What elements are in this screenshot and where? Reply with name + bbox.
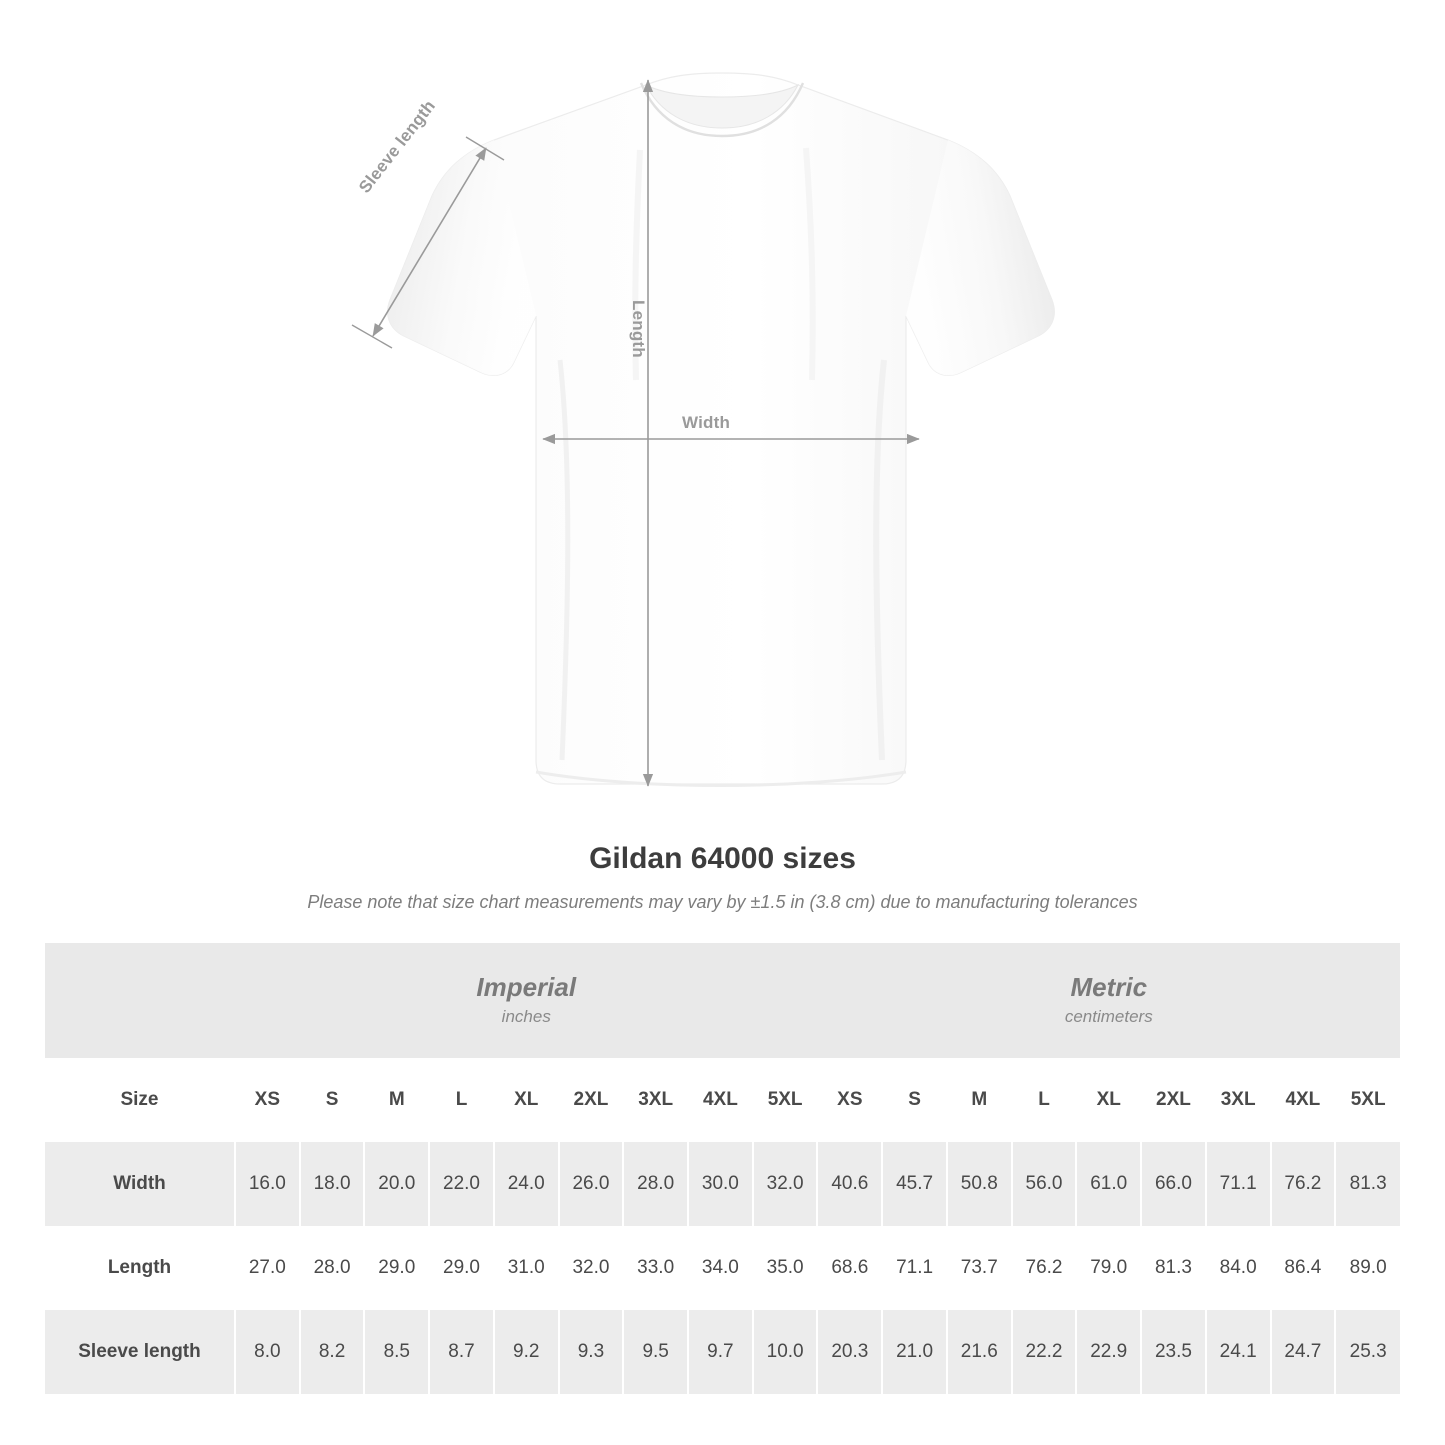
size-header-imperial-m: M xyxy=(364,1058,429,1142)
cell-sleeve-length-metric-m: 21.6 xyxy=(947,1310,1012,1394)
cell-sleeve-length-imperial-xs: 8.0 xyxy=(235,1310,300,1394)
cell-length-metric-xs: 68.6 xyxy=(817,1226,882,1310)
unit-header-metric xyxy=(817,943,1400,1058)
cell-length-imperial-s: 28.0 xyxy=(300,1226,365,1310)
cell-width-imperial-s: 18.0 xyxy=(300,1142,365,1226)
chart-heading-block xyxy=(0,842,1445,913)
unit-subtitle: centimeters xyxy=(1064,1007,1153,1027)
size-header-metric-3xl: 3XL xyxy=(1206,1058,1271,1142)
cell-sleeve-length-imperial-m: 8.5 xyxy=(364,1310,429,1394)
cell-width-imperial-4xl: 30.0 xyxy=(688,1142,753,1226)
cell-width-imperial-xs: 16.0 xyxy=(235,1142,300,1226)
cell-width-metric-2xl: 66.0 xyxy=(1141,1142,1206,1226)
cell-width-metric-s: 45.7 xyxy=(882,1142,947,1226)
cell-length-imperial-5xl: 35.0 xyxy=(753,1226,818,1310)
cell-sleeve-length-imperial-4xl: 9.7 xyxy=(688,1310,753,1394)
cell-length-imperial-l: 29.0 xyxy=(429,1226,494,1310)
cell-sleeve-length-metric-s: 21.0 xyxy=(882,1310,947,1394)
cell-length-metric-s: 71.1 xyxy=(882,1226,947,1310)
cell-sleeve-length-metric-l: 22.2 xyxy=(1012,1310,1077,1394)
unit-title: Metric xyxy=(1070,971,1148,1002)
cell-sleeve-length-imperial-3xl: 9.5 xyxy=(623,1310,688,1394)
cell-sleeve-length-imperial-l: 8.7 xyxy=(429,1310,494,1394)
cell-sleeve-length-imperial-xl: 9.2 xyxy=(494,1310,559,1394)
cell-length-metric-5xl: 89.0 xyxy=(1335,1226,1400,1310)
cell-length-imperial-4xl: 34.0 xyxy=(688,1226,753,1310)
cell-width-metric-xl: 61.0 xyxy=(1076,1142,1141,1226)
size-header-metric-4xl: 4XL xyxy=(1271,1058,1336,1142)
cell-sleeve-length-metric-5xl: 25.3 xyxy=(1335,1310,1400,1394)
cell-length-metric-4xl: 86.4 xyxy=(1271,1226,1336,1310)
row-label-width: Width xyxy=(45,1142,235,1226)
size-header-metric-l: L xyxy=(1012,1058,1077,1142)
cell-width-metric-4xl: 76.2 xyxy=(1271,1142,1336,1226)
cell-sleeve-length-metric-xl: 22.9 xyxy=(1076,1310,1141,1394)
cell-length-metric-l: 76.2 xyxy=(1012,1226,1077,1310)
cell-length-metric-m: 73.7 xyxy=(947,1226,1012,1310)
cell-width-imperial-xl: 24.0 xyxy=(494,1142,559,1226)
width-label: Width xyxy=(682,413,731,432)
cell-width-metric-l: 56.0 xyxy=(1012,1142,1077,1226)
cell-length-imperial-xs: 27.0 xyxy=(235,1226,300,1310)
size-header-metric-2xl: 2XL xyxy=(1141,1058,1206,1142)
size-header-imperial-5xl: 5XL xyxy=(753,1058,818,1142)
size-header-metric-xs: XS xyxy=(817,1058,882,1142)
size-header-imperial-4xl: 4XL xyxy=(688,1058,753,1142)
cell-sleeve-length-metric-4xl: 24.7 xyxy=(1271,1310,1336,1394)
size-chart-table xyxy=(45,943,1400,1394)
sleeve-length-label: Sleeve length xyxy=(355,96,440,197)
cell-width-imperial-2xl: 26.0 xyxy=(559,1142,624,1226)
cell-sleeve-length-imperial-5xl: 10.0 xyxy=(753,1310,818,1394)
cell-width-metric-3xl: 71.1 xyxy=(1206,1142,1271,1226)
cell-length-imperial-m: 29.0 xyxy=(364,1226,429,1310)
row-label-sleeve-length: Sleeve length xyxy=(45,1310,235,1394)
unit-subtitle: inches xyxy=(501,1007,551,1027)
size-header-imperial-s: S xyxy=(300,1058,365,1142)
cell-length-imperial-2xl: 32.0 xyxy=(559,1226,624,1310)
size-header-imperial-3xl: 3XL xyxy=(623,1058,688,1142)
cell-length-metric-2xl: 81.3 xyxy=(1141,1226,1206,1310)
table-corner-label: Size xyxy=(45,1058,235,1142)
cell-sleeve-length-imperial-s: 8.2 xyxy=(300,1310,365,1394)
cell-sleeve-length-imperial-2xl: 9.3 xyxy=(559,1310,624,1394)
size-header-imperial-2xl: 2XL xyxy=(559,1058,624,1142)
cell-length-metric-xl: 79.0 xyxy=(1076,1226,1141,1310)
table-row xyxy=(45,1226,1400,1310)
table-size-header-row xyxy=(45,1058,1400,1142)
size-header-imperial-xs: XS xyxy=(235,1058,300,1142)
cell-length-imperial-xl: 31.0 xyxy=(494,1226,559,1310)
unit-header-imperial xyxy=(235,943,817,1058)
cell-length-imperial-3xl: 33.0 xyxy=(623,1226,688,1310)
cell-sleeve-length-metric-2xl: 23.5 xyxy=(1141,1310,1206,1394)
table-row xyxy=(45,1142,1400,1226)
cell-width-metric-m: 50.8 xyxy=(947,1142,1012,1226)
cell-sleeve-length-metric-3xl: 24.1 xyxy=(1206,1310,1271,1394)
cell-width-imperial-5xl: 32.0 xyxy=(753,1142,818,1226)
size-header-metric-xl: XL xyxy=(1076,1058,1141,1142)
unit-header-spacer xyxy=(45,943,235,1058)
size-header-metric-5xl: 5XL xyxy=(1335,1058,1400,1142)
cell-width-imperial-l: 22.0 xyxy=(429,1142,494,1226)
unit-title: Imperial xyxy=(476,971,577,1002)
cell-width-imperial-3xl: 28.0 xyxy=(623,1142,688,1226)
table-row xyxy=(45,1310,1400,1394)
cell-sleeve-length-metric-xs: 20.3 xyxy=(817,1310,882,1394)
table-unit-header-row xyxy=(45,943,1400,1058)
tolerance-note: Please note that size chart measurements may vary by ±1.5 in (3.8 cm) due to manufacturing tolerances xyxy=(307,892,1138,912)
size-header-metric-s: S xyxy=(882,1058,947,1142)
size-header-imperial-xl: XL xyxy=(494,1058,559,1142)
cell-width-metric-5xl: 81.3 xyxy=(1335,1142,1400,1226)
cell-length-metric-3xl: 84.0 xyxy=(1206,1226,1271,1310)
cell-width-metric-xs: 40.6 xyxy=(817,1142,882,1226)
size-header-imperial-l: L xyxy=(429,1058,494,1142)
page-title: Gildan 64000 sizes xyxy=(589,842,856,875)
size-header-metric-m: M xyxy=(947,1058,1012,1142)
row-label-length: Length xyxy=(45,1226,235,1310)
size-chart-table-wrapper xyxy=(45,943,1400,1394)
cell-width-imperial-m: 20.0 xyxy=(364,1142,429,1226)
length-label: Length xyxy=(629,300,648,358)
